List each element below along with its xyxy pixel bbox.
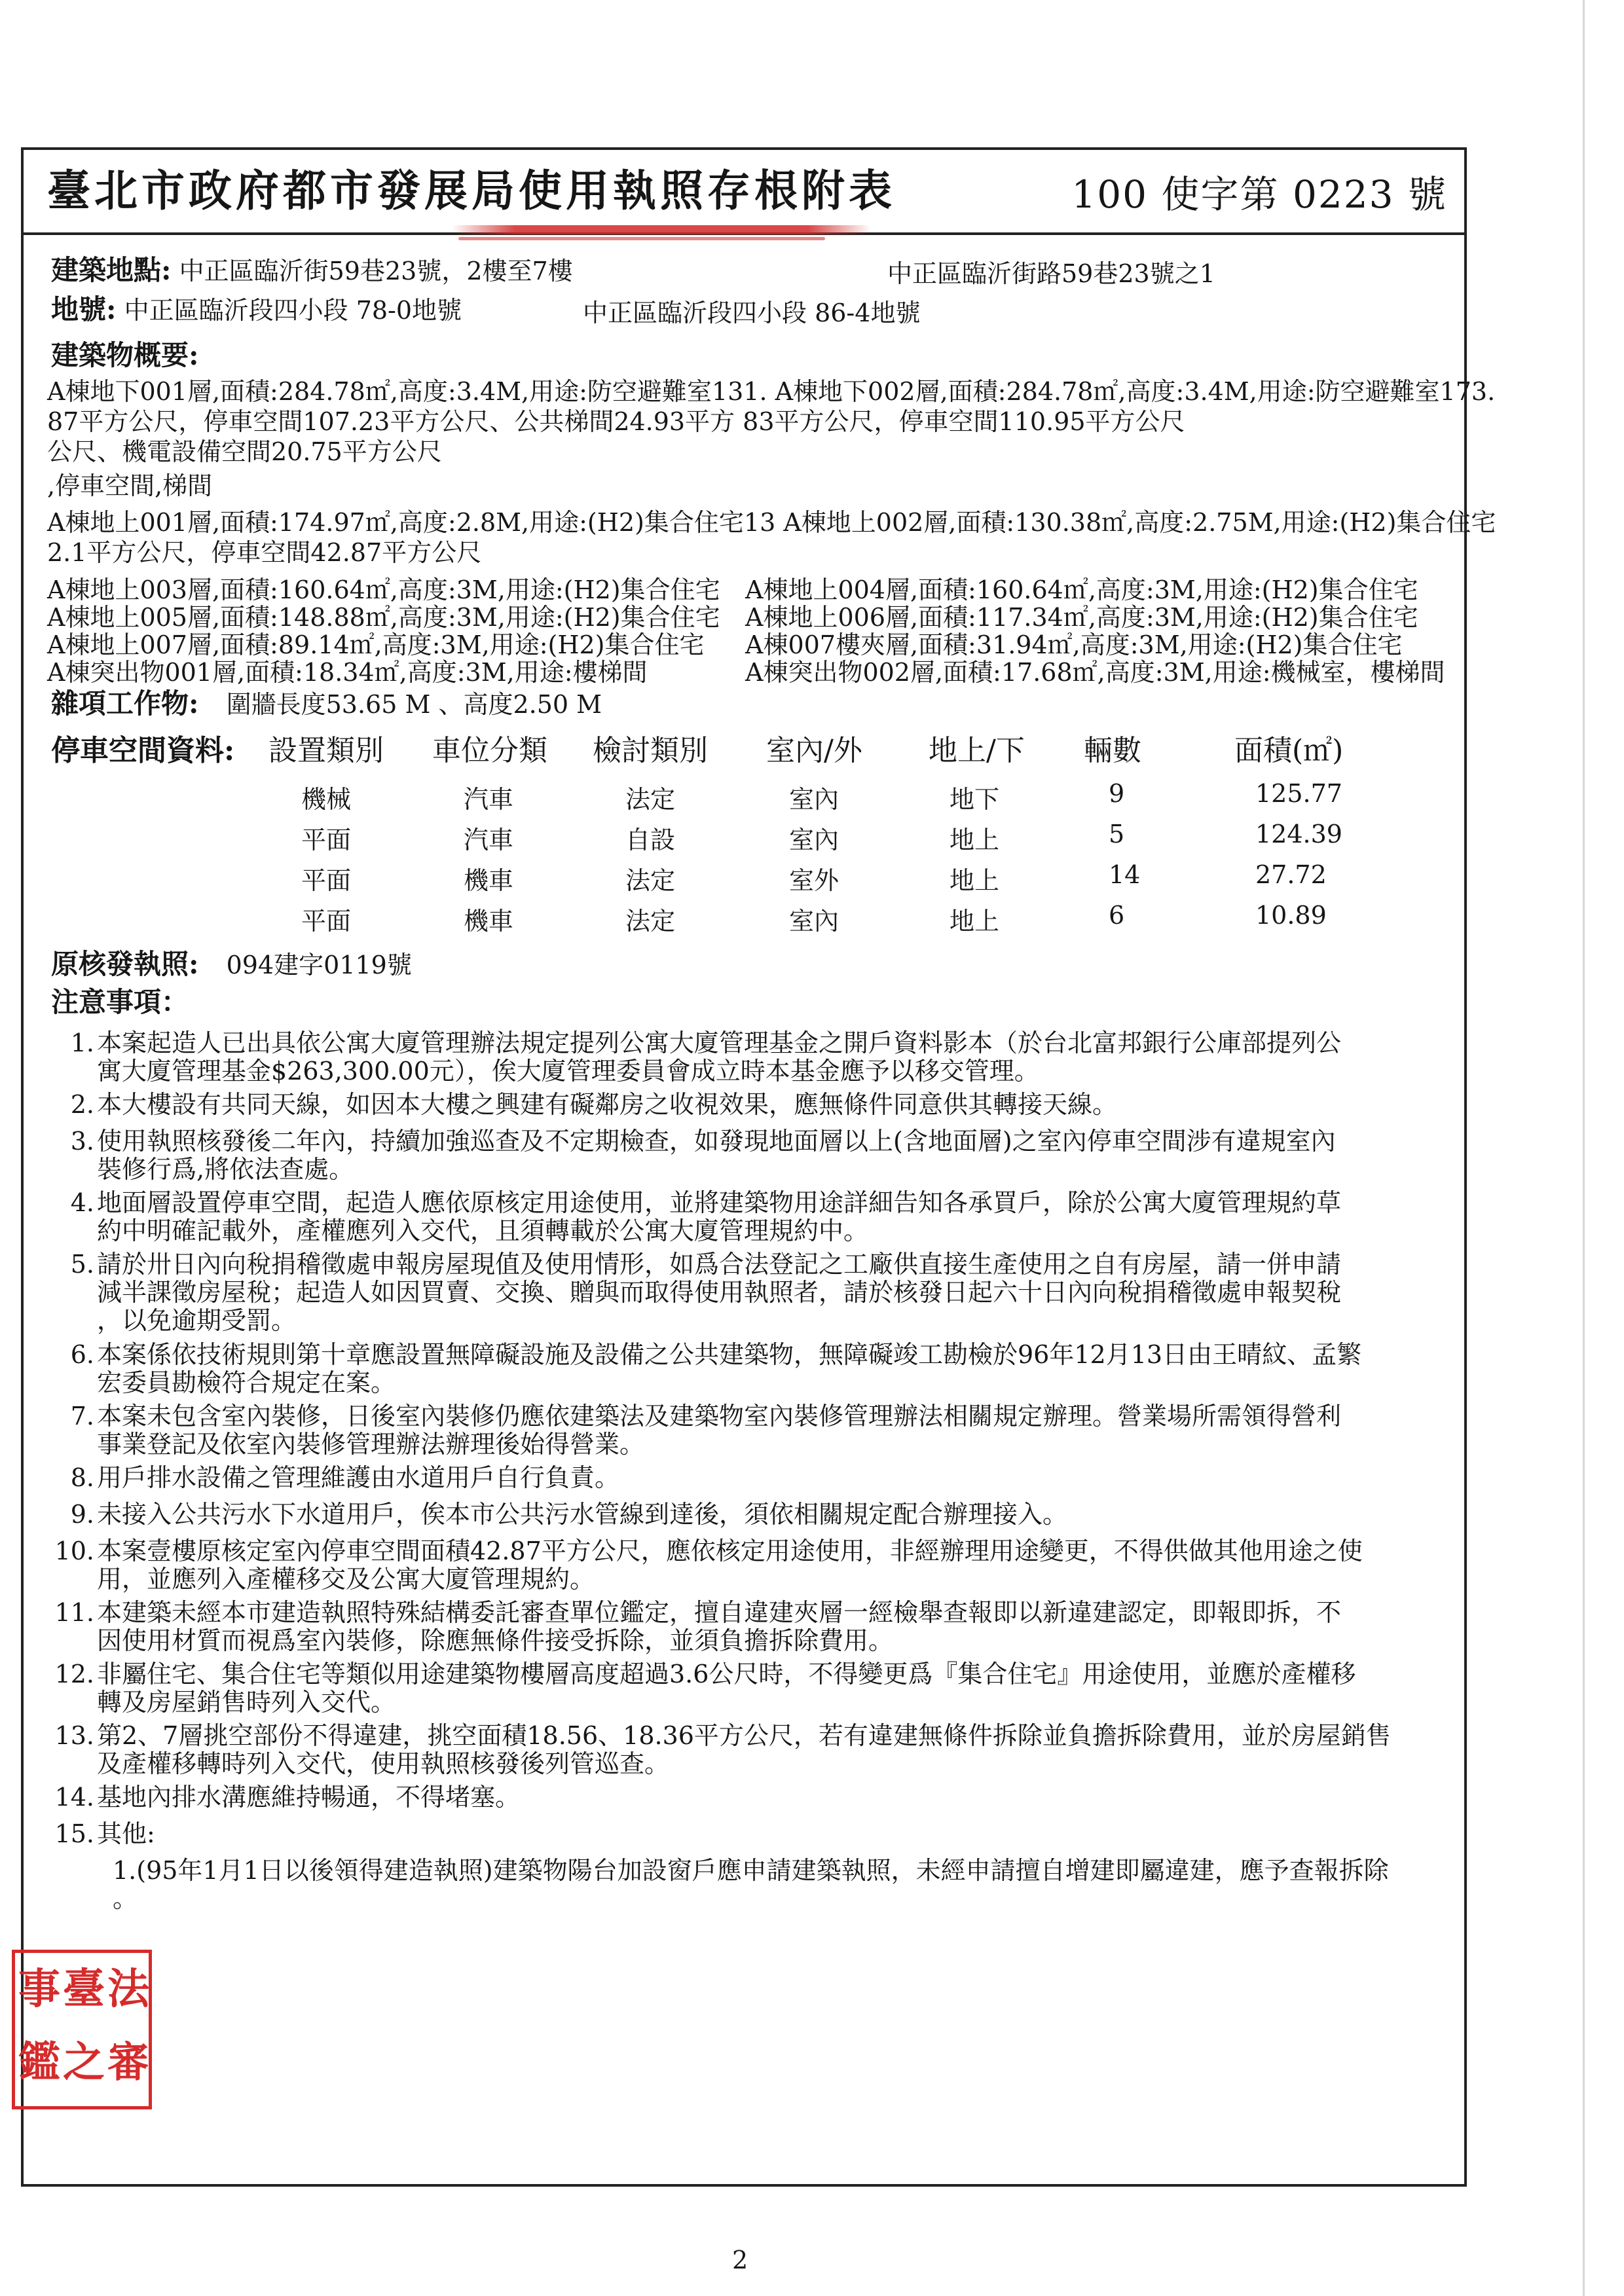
parking-header: 輛數 — [1084, 734, 1141, 767]
location-line — [51, 255, 573, 286]
parking-cell: 機械 — [301, 785, 352, 814]
seal-char: 審 — [107, 2038, 149, 2087]
overview-line: 87平方公尺，停車空間107.23平方公尺、公共梯間24.93平方 83平方公尺，停車空間110.95平方公尺 — [47, 407, 1185, 436]
misc-value: 圍牆長度53.65 M 、高度2.50 M — [226, 690, 602, 719]
parking-cell: 地上 — [950, 866, 1000, 895]
red-ink-mark — [452, 225, 871, 234]
seal-char: 臺 — [63, 1965, 105, 2014]
parking-cell: 地上 — [950, 826, 1000, 854]
overview-line: 2.1平方公尺，停車空間42.87平方公尺 — [47, 538, 482, 567]
parking-header: 設置類別 — [268, 734, 384, 767]
original-license-value: 094建字0119號 — [226, 951, 412, 979]
overview-floor-left: A棟地上007層,面積:89.14㎡,高度:3M,用途:(H2)集合住宅 — [47, 630, 705, 659]
overview-line: 公尺、機電設備空間20.75平方公尺 — [47, 437, 442, 466]
parking-header: 室內/外 — [766, 734, 862, 767]
parking-cell: 平面 — [301, 866, 352, 895]
parking-cell: 地上 — [950, 907, 1000, 936]
page-edge-line — [1583, 0, 1585, 2296]
overview-floor-right: A棟007樓夾層,面積:31.94㎡,高度:3M,用途:(H2)集合住宅 — [745, 630, 1403, 659]
parking-header: 車位分類 — [432, 734, 547, 767]
parking-cell: 室內 — [789, 785, 840, 814]
red-ink-mark-lower — [458, 237, 825, 240]
parking-cell: 法定 — [625, 907, 676, 936]
notes-label: 注意事項： — [51, 986, 189, 1018]
overview-floor-left: A棟突出物001層,面積:18.34㎡,高度:3M,用途:樓梯間 — [47, 658, 648, 687]
overview-floor-right: A棟地上006層,面積:117.34㎡,高度:3M,用途:(H2)集合住宅 — [745, 603, 1418, 632]
parking-cell: 6 — [1109, 901, 1125, 930]
parking-cell: 室內 — [789, 907, 840, 936]
lot-value-1: 中正區臨沂段四小段 78-0地號 — [124, 296, 462, 325]
parking-label: 停車空間資料: — [51, 734, 235, 767]
parking-cell: 地下 — [950, 785, 1000, 814]
parking-cell: 自設 — [625, 826, 676, 854]
parking-header: 檢討類別 — [593, 734, 708, 767]
document-title: 臺北市政府都市發展局使用執照存根附表 — [47, 165, 896, 216]
parking-cell: 室內 — [789, 826, 840, 854]
parking-cell: 機車 — [464, 866, 514, 895]
parking-header: 面積(㎡) — [1234, 734, 1344, 767]
lot-line — [51, 295, 462, 325]
official-seal — [12, 1950, 152, 2109]
overview-label: 建築物概要: — [51, 339, 199, 371]
seal-char: 事 — [18, 1965, 60, 2014]
parking-cell: 汽車 — [464, 826, 514, 854]
parking-cell: 9 — [1109, 779, 1125, 808]
overview-floor-right: A棟地上004層,面積:160.64㎡,高度:3M,用途:(H2)集合住宅 — [745, 575, 1418, 604]
parking-cell: 室外 — [789, 866, 840, 895]
parking-cell: 法定 — [625, 866, 676, 895]
seal-char: 法 — [107, 1965, 149, 2014]
misc-line — [51, 689, 602, 720]
parking-cell: 法定 — [625, 785, 676, 814]
parking-cell: 125.77 — [1255, 779, 1342, 808]
seal-char: 之 — [63, 2038, 105, 2087]
permit-number: 100 使字第 0223 號 — [1071, 172, 1447, 217]
location-alt: 中正區臨沂街路59巷23號之1 — [887, 259, 1215, 288]
parking-cell: 5 — [1109, 820, 1125, 848]
parking-cell: 10.89 — [1255, 901, 1327, 930]
overview-line: ,停車空間,梯間 — [47, 471, 213, 500]
parking-cell: 27.72 — [1255, 860, 1327, 889]
parking-cell: 平面 — [301, 826, 352, 854]
misc-label: 雜項工作物: — [51, 687, 199, 720]
parking-cell: 124.39 — [1255, 820, 1342, 848]
lot-label: 地號: — [51, 293, 117, 325]
original-license-label: 原核發執照: — [51, 948, 199, 980]
parking-cell: 機車 — [464, 907, 514, 936]
parking-cell: 平面 — [301, 907, 352, 936]
page-number: 2 — [732, 2246, 748, 2274]
overview-floor-right: A棟突出物002層,面積:17.68㎡,高度:3M,用途:機械室，樓梯間 — [745, 658, 1445, 687]
location-label: 建築地點: — [51, 254, 172, 286]
parking-cell: 汽車 — [464, 785, 514, 814]
overview-line: A棟地上001層,面積:174.97㎡,高度:2.8M,用途:(H2)集合住宅13 A棟地上002層,面積:130.38㎡,高度:2.75M,用途:(H2)集合住宅 — [47, 508, 1496, 537]
overview-floor-left: A棟地上003層,面積:160.64㎡,高度:3M,用途:(H2)集合住宅 — [47, 575, 720, 604]
lot-value-2: 中正區臨沂段四小段 86-4地號 — [583, 299, 921, 327]
parking-cell: 14 — [1109, 860, 1141, 889]
overview-floor-left: A棟地上005層,面積:148.88㎡,高度:3M,用途:(H2)集合住宅 — [47, 603, 720, 632]
parking-header: 地上/下 — [929, 734, 1025, 767]
location-value: 中正區臨沂街59巷23號，2樓至7樓 — [179, 257, 573, 285]
overview-line: A棟地下001層,面積:284.78㎡,高度:3.4M,用途:防空避難室131. A棟地下002層,面積:284.78㎡,高度:3.4M,用途:防空避難室173. — [47, 377, 1496, 406]
seal-char: 鑑 — [18, 2038, 60, 2087]
original-license-line — [51, 949, 412, 980]
